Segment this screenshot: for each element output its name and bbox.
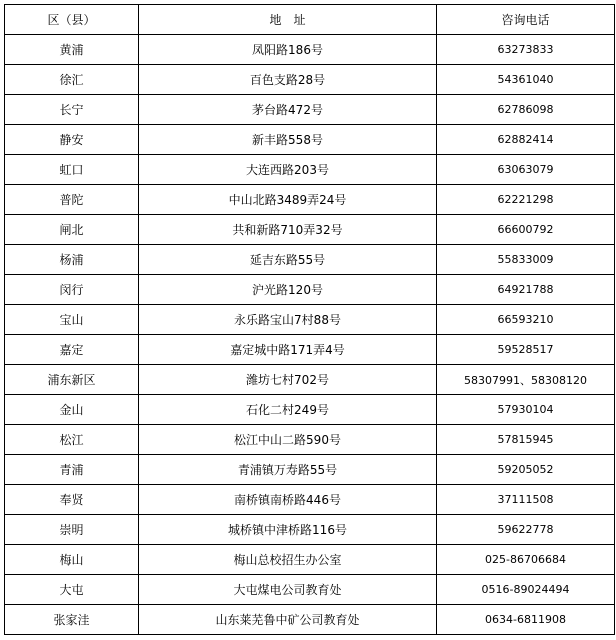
address-cell: 嘉定城中路171弄4号: [139, 335, 437, 365]
table-row: [5, 305, 615, 335]
phone-cell: 59205052: [437, 455, 615, 485]
header-row: [5, 5, 615, 35]
address-cell: 大屯煤电公司教育处: [139, 575, 437, 605]
address-cell: 城桥镇中津桥路116号: [139, 515, 437, 545]
table-row: [5, 395, 615, 425]
table-row: [5, 485, 615, 515]
address-cell: 中山北路3489弄24号: [139, 185, 437, 215]
phone-cell: 64921788: [437, 275, 615, 305]
district-cell: 浦东新区: [5, 365, 139, 395]
district-cell: 奉贤: [5, 485, 139, 515]
header-address: 地 址: [139, 5, 437, 35]
table-row: [5, 125, 615, 155]
district-cell: 嘉定: [5, 335, 139, 365]
district-cell: 张家洼: [5, 605, 139, 635]
table-row: [5, 515, 615, 545]
table-row: [5, 425, 615, 455]
phone-cell: 0634-6811908: [437, 605, 615, 635]
table-body: [5, 35, 615, 635]
phone-cell: 66593210: [437, 305, 615, 335]
address-cell: 沪光路120号: [139, 275, 437, 305]
address-cell: 潍坊七村702号: [139, 365, 437, 395]
phone-cell: 66600792: [437, 215, 615, 245]
district-cell: 杨浦: [5, 245, 139, 275]
phone-cell: 62786098: [437, 95, 615, 125]
phone-cell: 57815945: [437, 425, 615, 455]
address-cell: 大连西路203号: [139, 155, 437, 185]
district-cell: 松江: [5, 425, 139, 455]
phone-cell: 62221298: [437, 185, 615, 215]
district-cell: 宝山: [5, 305, 139, 335]
district-cell: 普陀: [5, 185, 139, 215]
address-cell: 南桥镇南桥路446号: [139, 485, 437, 515]
address-cell: 茅台路472号: [139, 95, 437, 125]
table-row: [5, 95, 615, 125]
district-cell: 崇明: [5, 515, 139, 545]
district-cell: 大屯: [5, 575, 139, 605]
table-row: [5, 605, 615, 635]
address-cell: 延吉东路55号: [139, 245, 437, 275]
header-phone: 咨询电话: [437, 5, 615, 35]
table-row: [5, 245, 615, 275]
phone-cell: 0516-89024494: [437, 575, 615, 605]
table-row: [5, 275, 615, 305]
district-cell: 闵行: [5, 275, 139, 305]
district-cell: 静安: [5, 125, 139, 155]
district-cell: 长宁: [5, 95, 139, 125]
phone-cell: 54361040: [437, 65, 615, 95]
address-cell: 青浦镇万寿路55号: [139, 455, 437, 485]
phone-cell: 63273833: [437, 35, 615, 65]
phone-cell: 37111508: [437, 485, 615, 515]
phone-cell: 59622778: [437, 515, 615, 545]
address-cell: 百色支路28号: [139, 65, 437, 95]
district-cell: 青浦: [5, 455, 139, 485]
table-row: [5, 185, 615, 215]
table-row: [5, 545, 615, 575]
address-cell: 共和新路710弄32号: [139, 215, 437, 245]
district-cell: 闸北: [5, 215, 139, 245]
table-row: [5, 575, 615, 605]
header-district: 区（县）: [5, 5, 139, 35]
address-cell: 永乐路宝山7村88号: [139, 305, 437, 335]
district-cell: 黄浦: [5, 35, 139, 65]
table-row: [5, 335, 615, 365]
phone-cell: 58307991、58308120: [437, 365, 615, 395]
phone-cell: 025-86706684: [437, 545, 615, 575]
table-row: [5, 365, 615, 395]
address-cell: 松江中山二路590号: [139, 425, 437, 455]
table-row: [5, 65, 615, 95]
address-cell: 凤阳路186号: [139, 35, 437, 65]
phone-cell: 55833009: [437, 245, 615, 275]
table-row: [5, 455, 615, 485]
address-cell: 石化二村249号: [139, 395, 437, 425]
phone-cell: 59528517: [437, 335, 615, 365]
table-row: [5, 215, 615, 245]
table-row: [5, 155, 615, 185]
contact-table: [4, 4, 615, 635]
table-row: [5, 35, 615, 65]
district-cell: 虹口: [5, 155, 139, 185]
phone-cell: 63063079: [437, 155, 615, 185]
address-cell: 梅山总校招生办公室: [139, 545, 437, 575]
district-cell: 徐汇: [5, 65, 139, 95]
phone-cell: 62882414: [437, 125, 615, 155]
district-cell: 梅山: [5, 545, 139, 575]
address-cell: 新丰路558号: [139, 125, 437, 155]
address-cell: 山东莱芜鲁中矿公司教育处: [139, 605, 437, 635]
district-cell: 金山: [5, 395, 139, 425]
phone-cell: 57930104: [437, 395, 615, 425]
